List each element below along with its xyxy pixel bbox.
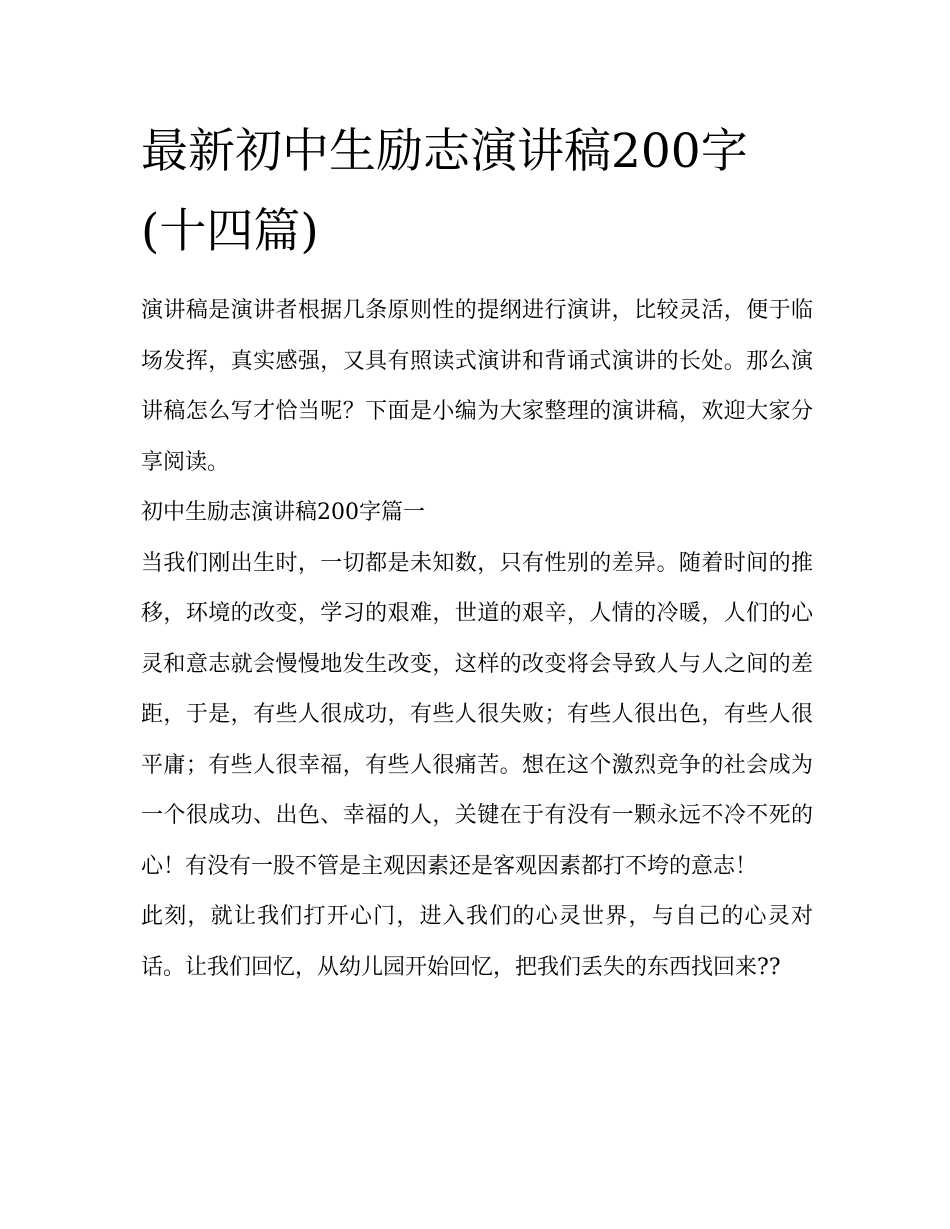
title-line-2: (十四篇) xyxy=(141,204,319,259)
document-content xyxy=(141,112,813,993)
title-line-1: 最新初中生励志演讲稿200字 xyxy=(141,124,748,179)
section-heading: 初中生励志演讲稿200字篇一 xyxy=(141,500,425,525)
body-paragraph-2: 此刻，就让我们打开心门，进入我们的心灵世界，与自己的心灵对话。让我们回忆，从幼儿园开始回忆，把我们丢失的东西找回来?? xyxy=(141,904,813,980)
body-paragraph-1: 当我们刚出生时，一切都是未知数，只有性别的差异。随着时间的推移，环境的改变，学习的艰难，世道的艰辛，人情的冷暖，人们的心灵和意志就会慢慢地发生改变，这样的改变将会导致人与人之间的差距，于是，有些人很成功，有些人很失败；有些人很出色，有些人很平庸；有些人很幸福，有些人很痛苦。想在这个激烈竞争的社会成为一个很成功、出色、幸福的人，关键在于有没有一颗永远不冷不死的心！有没有一股不管是主观因素还是客观因素都打不垮的意志！ xyxy=(141,550,813,879)
intro-paragraph: 演讲稿是演讲者根据几条原则性的提纲进行演讲，比较灵活，便于临场发挥，真实感强，又具有照读式演讲和背诵式演讲的长处。那么演讲稿怎么写才恰当呢？下面是小编为大家整理的演讲稿，欢迎大家分享阅读。 xyxy=(141,298,813,475)
document-title xyxy=(141,112,813,272)
